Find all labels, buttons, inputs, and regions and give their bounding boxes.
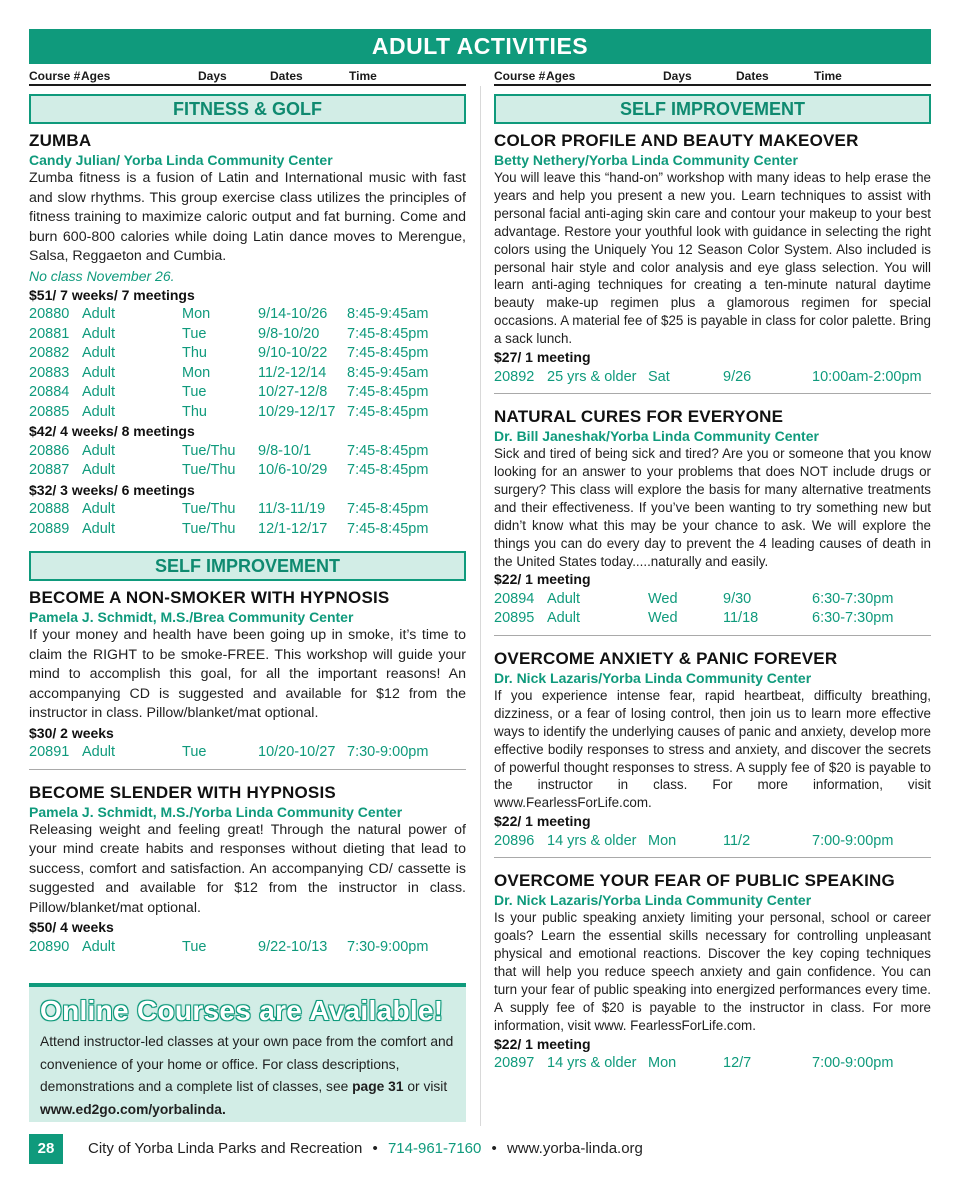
course-ages: Adult [82, 384, 116, 400]
course-makeover [494, 130, 931, 387]
course-price: $22/ 1 meeting [494, 1035, 591, 1052]
course-ages: 25 yrs & older [547, 368, 637, 385]
schedule-row [29, 938, 466, 958]
course-time: 7:00-9:00pm [812, 832, 894, 849]
column-header [494, 68, 931, 86]
course-instructor: Dr. Nick Lazaris/Yorba Linda Community Center [494, 892, 812, 909]
course-days: Tue/Thu [182, 501, 236, 517]
course-dates: 10/29-12/17 [258, 403, 336, 420]
header-ages: Ages [81, 69, 111, 83]
schedule-row [29, 364, 466, 384]
course-instructor: Pamela J. Schmidt, M.S./Yorba Linda Community Center [29, 803, 403, 820]
course-number: 20880 [29, 306, 70, 322]
course-title: BECOME SLENDER WITH HYPNOSIS [29, 782, 336, 802]
course-price: $42/ 4 weeks/ 8 meetings [29, 423, 195, 439]
course-ages: Adult [547, 610, 581, 627]
separator [29, 769, 466, 770]
course-number: 20896 [494, 832, 535, 849]
course-note: No class November 26. [29, 267, 175, 284]
course-dates: 9/10-10/22 [258, 345, 328, 361]
course-title: OVERCOME YOUR FEAR OF PUBLIC SPEAKING [494, 871, 895, 891]
course-ages: 14 yrs & older [547, 832, 637, 849]
course-title: COLOR PROFILE AND BEAUTY MAKEOVER [494, 131, 859, 150]
course-number: 20890 [29, 938, 70, 955]
online-body-text: Attend instructor-led classes at your own pace from the comfort and convenience of your home or office. For class descriptions, demonstrations and a complete list of classes, see [40, 1034, 454, 1094]
course-price: $30/ 2 weeks [29, 724, 114, 741]
course-days: Wed [648, 610, 678, 627]
course-ages: Adult [82, 345, 116, 361]
course-ages: Adult [547, 590, 581, 607]
course-days: Tue/Thu [182, 442, 236, 459]
course-dates: 11/18 [723, 610, 759, 627]
course-days: Tue [182, 744, 207, 760]
course-number: 20889 [29, 520, 70, 537]
course-nonsmoker [29, 587, 466, 763]
course-time: 7:30-9:00pm [347, 938, 429, 955]
footer-phone[interactable]: 714-961-7160 [387, 1140, 482, 1157]
course-description: If you experience intense fear, rapid heartbeat, difficulty breathing, dizziness, or a fear of losing control, then join us to learn more effective ways to identify the underlying causes of panic and anxiety, develop more effective bodily responses to stress and anxiety, and discover the secrets of powerful thought responses to stress. A supply fee of $20 is payable to the instructor in class. For more information, visit www.FearlessForLife.com. [494, 687, 931, 811]
course-time: 7:45-8:45pm [347, 442, 429, 459]
course-days: Mon [648, 1055, 677, 1072]
header-dates: Dates [270, 69, 303, 83]
course-dates: 9/26 [723, 368, 752, 385]
course-days: Tue [182, 384, 207, 400]
course-number: 20884 [29, 384, 70, 400]
course-dates: 11/2-12/14 [258, 364, 327, 381]
course-dates: 10/27-12/8 [258, 384, 328, 400]
course-number: 20897 [494, 1055, 535, 1072]
schedule-row [29, 500, 466, 520]
schedule-row [29, 442, 466, 462]
course-ages: Adult [82, 442, 116, 459]
course-price: $51/ 7 weeks/ 7 meetings [29, 286, 195, 303]
footer-text [88, 1140, 643, 1157]
course-number: 20883 [29, 364, 70, 381]
separator [494, 393, 931, 394]
course-time: 7:45-8:45pm [347, 345, 429, 361]
course-days: Tue [182, 938, 207, 955]
schedule-row [29, 344, 466, 364]
course-instructor: Dr. Bill Janeshak/Yorba Linda Community Center [494, 428, 819, 445]
schedule-row [494, 1054, 931, 1074]
course-price: $22/ 1 meeting [494, 813, 591, 830]
page-reference[interactable]: page 31 [352, 1079, 404, 1094]
course-instructor: Candy Julian/ Yorba Linda Community Center [29, 152, 333, 168]
footer-website-link[interactable]: www.yorba-linda.org [506, 1140, 643, 1157]
course-instructor: Dr. Nick Lazaris/Yorba Linda Community Center [494, 669, 812, 686]
course-instructor: Pamela J. Schmidt, M.S./Brea Community Center [29, 609, 354, 625]
schedule-row [494, 609, 931, 629]
course-title: ZUMBA [29, 131, 92, 150]
section-fitness-golf: FITNESS & GOLF [29, 94, 466, 124]
course-dates: 11/3-11/19 [258, 501, 326, 517]
course-days: Tue/Thu [182, 520, 236, 537]
course-slender [29, 782, 466, 958]
course-time: 7:45-8:45pm [347, 403, 429, 420]
page-footer [29, 1134, 931, 1164]
course-dates: 10/20-10/27 [258, 744, 336, 760]
course-days: Sat [648, 368, 670, 385]
course-anxiety [494, 648, 931, 851]
course-ages: Adult [82, 520, 116, 537]
header-dates: Dates [736, 69, 769, 83]
course-price: $27/ 1 meeting [494, 349, 591, 366]
course-time: 8:45-9:45am [347, 364, 429, 381]
column-header [29, 68, 466, 86]
course-description: Releasing weight and feeling great! Through the natural power of your mind create habits and responses without dieting that lead to success, comfort and satisfaction. An accompanying CD/ cassette is suggested and available for $12 from the instructor in class. Pillow/blanket/mat optional. [29, 821, 466, 916]
schedule-row [29, 461, 466, 481]
course-price: $50/ 4 weeks [29, 919, 114, 935]
course-title: NATURAL CURES FOR EVERYONE [494, 407, 784, 427]
course-ages: Adult [82, 501, 116, 517]
course-number: 20892 [494, 368, 535, 385]
course-ages: Adult [82, 403, 116, 420]
separator [494, 857, 931, 858]
left-column [29, 68, 466, 957]
online-body [40, 1031, 456, 1121]
course-description: You will leave this “hand-on” workshop with many ideas to help erase the years and help you present a new you. Learn techniques to assist with personal facial anti-aging skin care and contour your makeup to your best advantage. Restore your youthful look with guidance in selecting the right colors using the Uniquely You 12 Season Color System. Also included is personal hair style and color analysis and eye glass selection. You will learn anti-aging techniques for creating a ten-minute natural daytime beauty make-up regimen plus a glamorous regimen for special occasions. A material fee of $25 is payable in class for color palette. Bring a sack lunch. [494, 170, 931, 347]
course-days: Thu [182, 403, 207, 420]
schedule-row [29, 305, 466, 325]
footer-bullet: • [372, 1140, 378, 1157]
header-time: Time [349, 69, 377, 83]
course-time: 6:30-7:30pm [812, 590, 894, 607]
course-number: 20882 [29, 345, 70, 361]
course-ages: Adult [82, 364, 116, 381]
course-instructor: Betty Nethery/Yorba Linda Community Center [494, 152, 798, 168]
course-title: OVERCOME ANXIETY & PANIC FOREVER [494, 648, 838, 668]
course-ages: Adult [82, 938, 116, 955]
course-title: BECOME A NON-SMOKER WITH HYPNOSIS [29, 588, 390, 607]
section-self-improvement: SELF IMPROVEMENT [29, 551, 466, 581]
course-number: 20895 [494, 610, 535, 627]
course-days: Mon [182, 306, 211, 322]
course-dates: 9/22-10/13 [258, 938, 328, 955]
course-natural-cures [494, 406, 931, 629]
course-time: 10:00am-2:00pm [812, 368, 922, 385]
course-time: 7:45-8:45pm [347, 384, 429, 400]
page-banner: ADULT ACTIVITIES [29, 29, 931, 64]
course-number: 20881 [29, 325, 70, 342]
course-days: Wed [648, 590, 678, 607]
course-days: Mon [648, 832, 677, 849]
course-dates: 11/2 [723, 832, 751, 849]
course-days: Tue [182, 325, 207, 342]
course-days: Mon [182, 364, 211, 381]
schedule-row [494, 832, 931, 852]
course-time: 7:45-8:45pm [347, 325, 429, 342]
course-dates: 9/14-10/26 [258, 306, 328, 322]
course-zumba [29, 130, 466, 539]
course-ages: Adult [82, 744, 116, 760]
header-days: Days [198, 69, 227, 83]
course-time: 7:45-8:45pm [347, 520, 429, 537]
column-divider [480, 86, 481, 1126]
schedule-row [494, 590, 931, 610]
footer-org: City of Yorba Linda Parks and Recreation [88, 1140, 363, 1157]
schedule-row [29, 743, 466, 763]
separator [494, 635, 931, 636]
course-time: 6:30-7:30pm [812, 610, 894, 627]
course-dates: 10/6-10/29 [258, 462, 328, 478]
online-body-text: or visit [403, 1079, 448, 1094]
course-ages: Adult [82, 325, 116, 342]
schedule-row [29, 403, 466, 423]
course-ages: Adult [82, 462, 116, 478]
course-price: $32/ 3 weeks/ 6 meetings [29, 481, 195, 498]
course-dates: 12/7 [723, 1055, 752, 1072]
header-days: Days [663, 69, 692, 83]
header-course: Course # [494, 69, 546, 83]
course-number: 20888 [29, 501, 70, 517]
course-number: 20886 [29, 442, 70, 459]
course-time: 7:30-9:00pm [347, 744, 429, 760]
course-time: 8:45-9:45am [347, 306, 429, 322]
schedule-row [29, 383, 466, 403]
header-course: Course # [29, 69, 81, 83]
course-days: Thu [182, 345, 207, 361]
course-dates: 9/8-10/1 [258, 442, 312, 459]
course-dates: 9/8-10/20 [258, 325, 320, 342]
header-ages: Ages [546, 69, 576, 83]
course-number: 20894 [494, 590, 535, 607]
course-dates: 9/30 [723, 590, 752, 607]
course-description: Sick and tired of being sick and tired? Are you or someone that you know looking for an answer to your problems that does NOT include drugs or surgery? This class will explore the basis for many alternative treatments and their effectiveness. If you’ve been wanting to try something new but didn’t know what this may be your chance to ask. We will explore the things you can do every day to prevent the 4 leading causes of death in the United States today.....naturally and easily. [494, 446, 931, 569]
course-time: 7:00-9:00pm [812, 1055, 894, 1072]
course-days: Tue/Thu [182, 462, 236, 478]
course-price: $22/ 1 meeting [494, 571, 591, 588]
footer-bullet: • [491, 1140, 497, 1157]
course-dates: 12/1-12/17 [258, 520, 328, 537]
page-number: 28 [29, 1134, 63, 1164]
course-time: 7:45-8:45pm [347, 501, 429, 517]
header-time: Time [814, 69, 842, 83]
course-description: Is your public speaking anxiety limiting your personal, school or career goals? Learn the essential skills necessary for controlling unpleasant physical and emotional reactions. Discover the key coping techniques that will help you reduce speech anxiety and gain confidence. You can turn your fear of public speaking into energized performances every time. A supply fee of $20 is payable to the instructor in class. For more information, visit www. FearlessForLife.com. [494, 910, 931, 1033]
course-public-speaking [494, 870, 931, 1073]
section-self-improvement: SELF IMPROVEMENT [494, 94, 931, 124]
course-number: 20885 [29, 403, 70, 420]
right-column [494, 68, 931, 1074]
online-courses-box [29, 983, 466, 1122]
schedule-row [494, 368, 931, 388]
course-time: 7:45-8:45pm [347, 462, 429, 478]
course-number: 20891 [29, 744, 70, 760]
online-title: Online Courses are Available! [40, 995, 444, 1026]
schedule-row [29, 520, 466, 540]
course-number: 20887 [29, 462, 70, 478]
online-url-link[interactable]: www.ed2go.com/yorbalinda. [40, 1101, 226, 1117]
course-description: Zumba fitness is a fusion of Latin and International music with fast and slow rhythms. This group exercise class utilizes the principles of fitness training to maximize caloric output and fat burning. Come and burn 600-800 calories while doing Latin dance moves to Merengue, Salsa, Reggaeton and Cumbia. [29, 170, 466, 264]
course-ages: 14 yrs & older [547, 1055, 637, 1072]
course-description: If your money and health have been going up in smoke, it’s time to claim the RIGHT to be smoke-FREE. This workshop will guide your mind to accomplish this goal, for all the important reasons! An accompanying CD is suggested and available for $12 from the instructor in class. Pillow/blanket/mat optional. [29, 627, 466, 721]
course-ages: Adult [82, 306, 116, 322]
schedule-row [29, 325, 466, 345]
